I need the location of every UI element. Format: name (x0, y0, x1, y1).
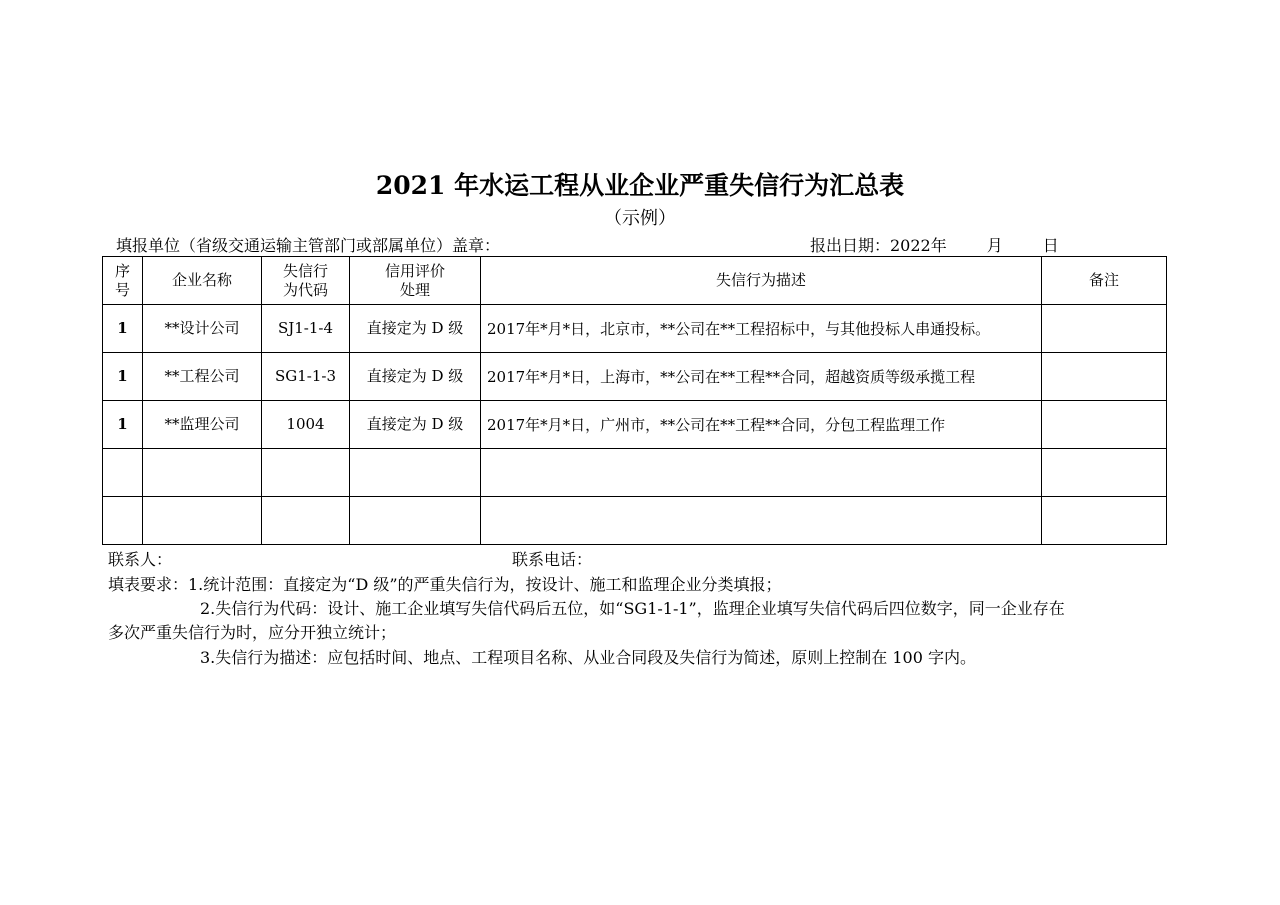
cell-description: 2017年*月*日，上海市，**公司在**工程**合同，超越资质等级承揽工程 (481, 353, 1042, 401)
cell-remark (1042, 305, 1167, 353)
report-date (810, 233, 1059, 256)
table-row (103, 305, 1167, 353)
table-row-empty (103, 497, 1167, 545)
cell-remark (1042, 353, 1167, 401)
header-seq: 序 号 (103, 257, 143, 305)
cell-seq: 1 (103, 401, 143, 449)
document-subtitle: （示例） (604, 208, 676, 229)
cell-empty (481, 449, 1042, 497)
cell-empty (103, 497, 143, 545)
cell-company: **工程公司 (143, 353, 262, 401)
cell-empty (143, 449, 262, 497)
cell-code: 1004 (262, 401, 350, 449)
cell-empty (1042, 449, 1167, 497)
cell-company: **设计公司 (143, 305, 262, 353)
cell-seq: 1 (103, 305, 143, 353)
cell-empty (350, 497, 481, 545)
cell-company: **监理公司 (143, 401, 262, 449)
summary-table (102, 256, 1167, 545)
cell-empty (103, 449, 143, 497)
table-row (103, 353, 1167, 401)
cell-code: SG1-1-3 (262, 353, 350, 401)
requirement-2-continued: 多次严重失信行为时，应分开独立统计； (108, 623, 397, 642)
contact-phone-label: 联系电话： (512, 550, 593, 569)
table-header-row (103, 257, 1167, 305)
cell-empty (262, 497, 350, 545)
header-code: 失信行 为代码 (262, 257, 350, 305)
requirement-3: 3.失信行为描述：应包括时间、地点、工程项目名称、从业合同段及失信行为简述，原则上控制在 100 字内。 (200, 648, 976, 667)
cell-empty (481, 497, 1042, 545)
requirement-2: 2.失信行为代码：设计、施工企业填写失信代码后五位，如“SG1-1-1”，监理企业填写失信代码后四位数字，同一企业存在 (200, 599, 1065, 618)
requirement-1: 填表要求：1.统计范围：直接定为“D 级”的严重失信行为，按设计、施工和监理企业分类填报； (108, 575, 782, 594)
cell-rating: 直接定为 D 级 (350, 353, 481, 401)
table-row-empty (103, 449, 1167, 497)
cell-empty (350, 449, 481, 497)
cell-rating: 直接定为 D 级 (350, 401, 481, 449)
cell-description: 2017年*月*日，广州市，**公司在**工程**合同，分包工程监理工作 (481, 401, 1042, 449)
report-date-prefix: 报出日期：2022年 (810, 236, 947, 255)
cell-empty (262, 449, 350, 497)
report-date-day: 日 (1042, 236, 1059, 255)
header-description: 失信行为描述 (481, 257, 1042, 305)
cell-seq: 1 (103, 353, 143, 401)
header-company: 企业名称 (143, 257, 262, 305)
cell-empty (1042, 497, 1167, 545)
document-title: 2021 年水运工程从业企业严重失信行为汇总表 (375, 171, 905, 200)
cell-code: SJ1-1-4 (262, 305, 350, 353)
report-date-month: 月 (986, 236, 1003, 255)
cell-remark (1042, 401, 1167, 449)
header-remark: 备注 (1042, 257, 1167, 305)
cell-empty (143, 497, 262, 545)
contact-person-label: 联系人： (108, 550, 173, 569)
cell-rating: 直接定为 D 级 (350, 305, 481, 353)
cell-description: 2017年*月*日，北京市，**公司在**工程招标中，与其他投标人串通投标。 (481, 305, 1042, 353)
fill-unit-label: 填报单位（省级交通运输主管部门或部属单位）盖章： (116, 236, 501, 255)
header-rating: 信用评价 处理 (350, 257, 481, 305)
table-row (103, 401, 1167, 449)
